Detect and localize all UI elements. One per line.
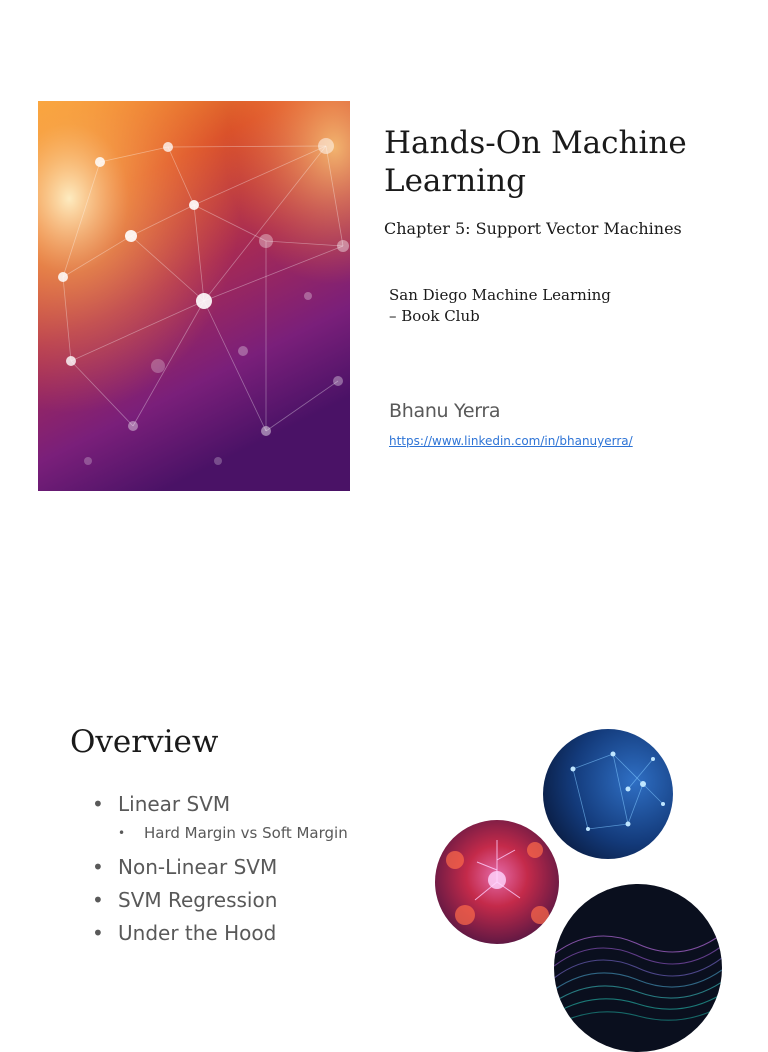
bullet-text: Non-Linear SVM — [118, 855, 278, 879]
red-neuron-circle-image — [435, 820, 559, 944]
network-hero-image — [38, 101, 350, 491]
bullet-text: SVM Regression — [118, 888, 278, 912]
bullet-dot-icon: • — [92, 792, 104, 816]
book-club-name — [389, 285, 629, 327]
bullet-dot-icon: • — [92, 888, 104, 912]
overview-bullet-list — [92, 790, 348, 952]
linkedin-link[interactable]: https://www.linkedin.com/in/bhanuyerra/ — [389, 434, 633, 448]
bullet-item — [92, 790, 348, 823]
presentation-title: Hands-On Machine Learning — [384, 125, 687, 199]
blue-network-circle-image — [543, 729, 673, 859]
bullet-item — [92, 886, 348, 919]
bullet-item — [92, 919, 348, 952]
wave-data-circle-image — [554, 884, 722, 1052]
overview-title: Overview — [70, 724, 219, 760]
bullet-dot-icon: • — [92, 921, 104, 945]
chapter-subtitle: Chapter 5: Support Vector Machines — [384, 219, 682, 238]
author-name: Bhanu Yerra — [389, 400, 501, 422]
bullet-item — [92, 853, 348, 886]
bullet-text: Hard Margin vs Soft Margin — [144, 824, 348, 842]
bullet-text: Linear SVM — [118, 792, 231, 816]
bullet-text: Under the Hood — [118, 921, 277, 945]
sub-bullet-item — [92, 823, 348, 853]
book-club-line-2: – Book Club — [389, 307, 480, 325]
overview-slide — [0, 540, 768, 1024]
bullet-dot-icon: • — [118, 826, 126, 840]
book-club-line-1: San Diego Machine Learning — [389, 286, 611, 304]
bullet-dot-icon: • — [92, 855, 104, 879]
